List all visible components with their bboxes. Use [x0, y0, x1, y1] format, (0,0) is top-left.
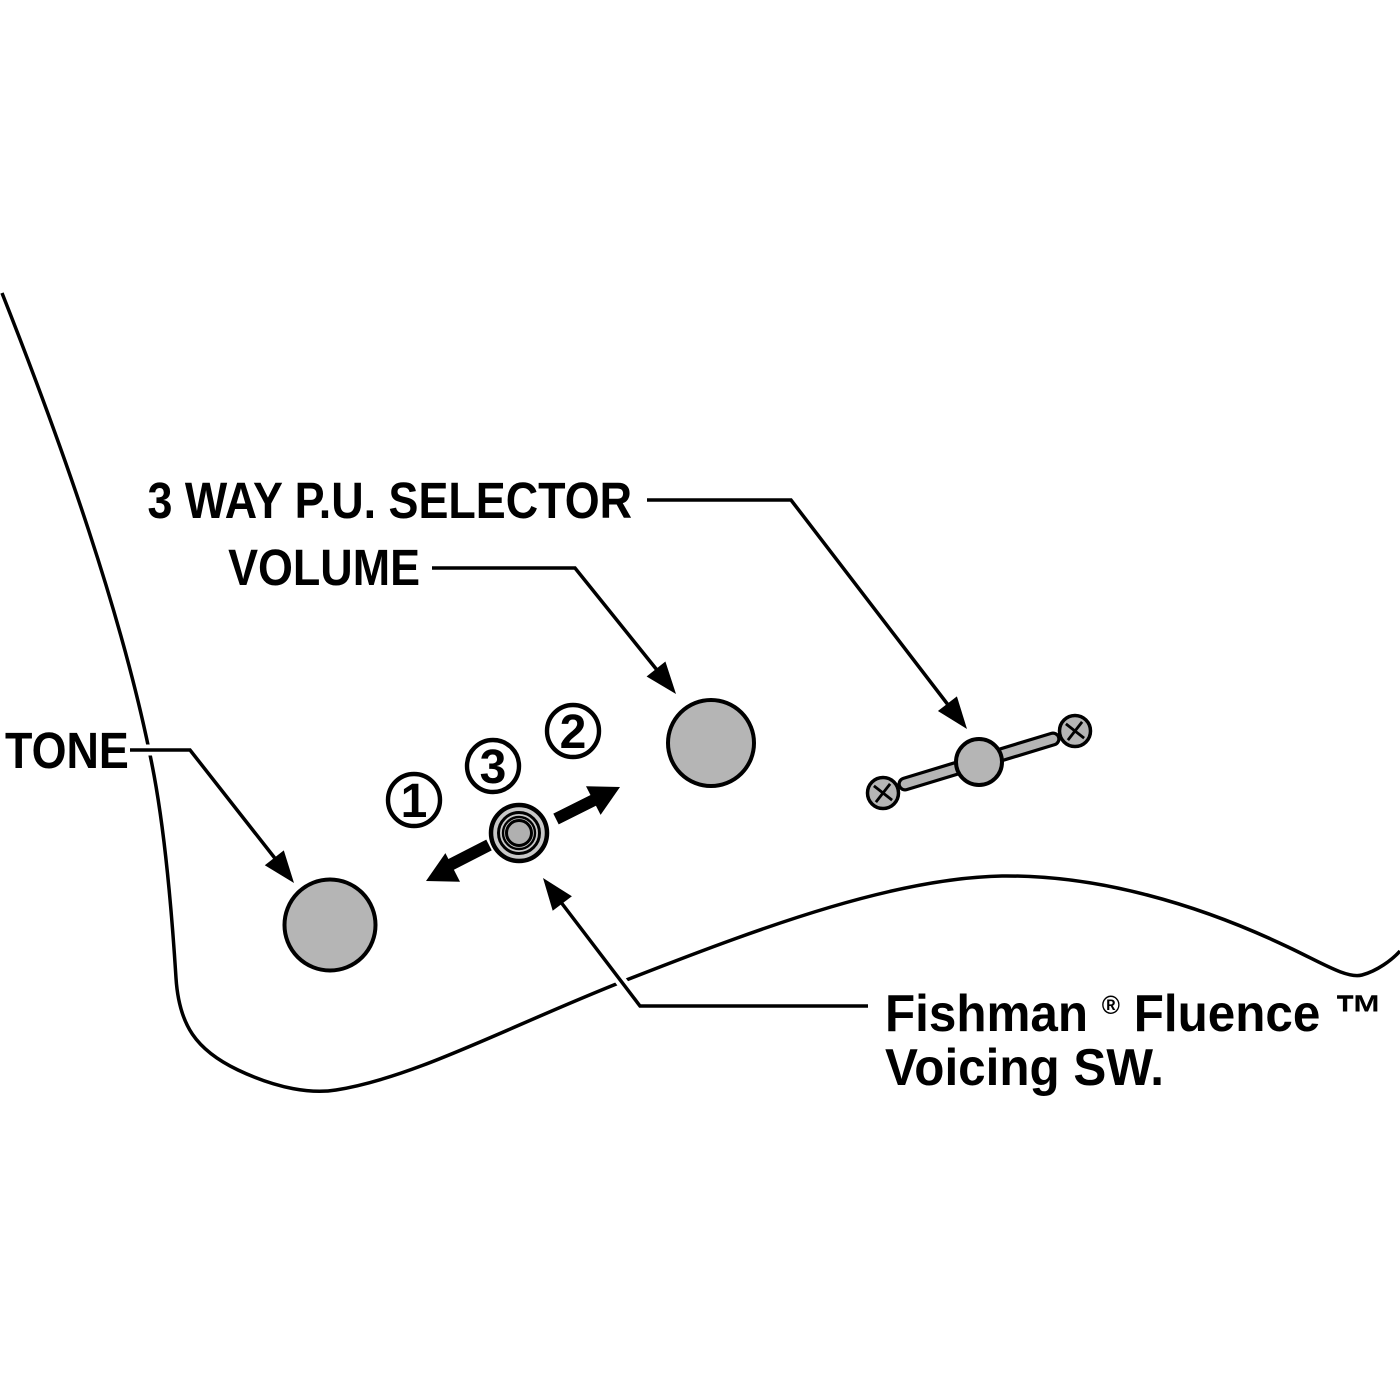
volume-knob	[668, 700, 754, 786]
position-1-badge	[388, 774, 440, 828]
voicing-product-text: Fluence	[1133, 983, 1321, 1043]
volume-leader-line	[432, 568, 661, 675]
selector-knob	[956, 739, 1002, 785]
voicing-brand-text: Fishman	[885, 983, 1089, 1043]
registered-mark-icon: ®	[1101, 991, 1121, 1021]
voicing-switch-label-line1	[885, 967, 1383, 1042]
selector-screw-left	[868, 778, 899, 809]
pickup-selector-switch	[868, 716, 1091, 809]
position-2-badge	[547, 705, 599, 759]
selector-screw-right	[1060, 716, 1091, 747]
trademark-icon: ™	[1334, 983, 1384, 1043]
direction-arrow-down-left	[426, 845, 489, 882]
position-3-badge	[467, 740, 519, 794]
guitar-body-outline	[2, 293, 1400, 1091]
tone-label: TONE	[5, 723, 129, 780]
position-3-label: 3	[479, 741, 507, 794]
selector-leader-line	[647, 500, 952, 710]
position-1-label: 1	[400, 775, 428, 828]
voicing-switch	[491, 805, 547, 861]
direction-arrow-up-right	[556, 786, 620, 819]
position-2-label: 2	[559, 706, 587, 759]
voicing-switch-center	[507, 821, 532, 846]
tone-knob	[285, 880, 376, 971]
pickup-selector-label: 3 WAY P.U. SELECTOR	[147, 473, 632, 530]
voicing-switch-label-line2: Voicing SW.	[885, 1037, 1164, 1097]
volume-label: VOLUME	[228, 540, 420, 597]
